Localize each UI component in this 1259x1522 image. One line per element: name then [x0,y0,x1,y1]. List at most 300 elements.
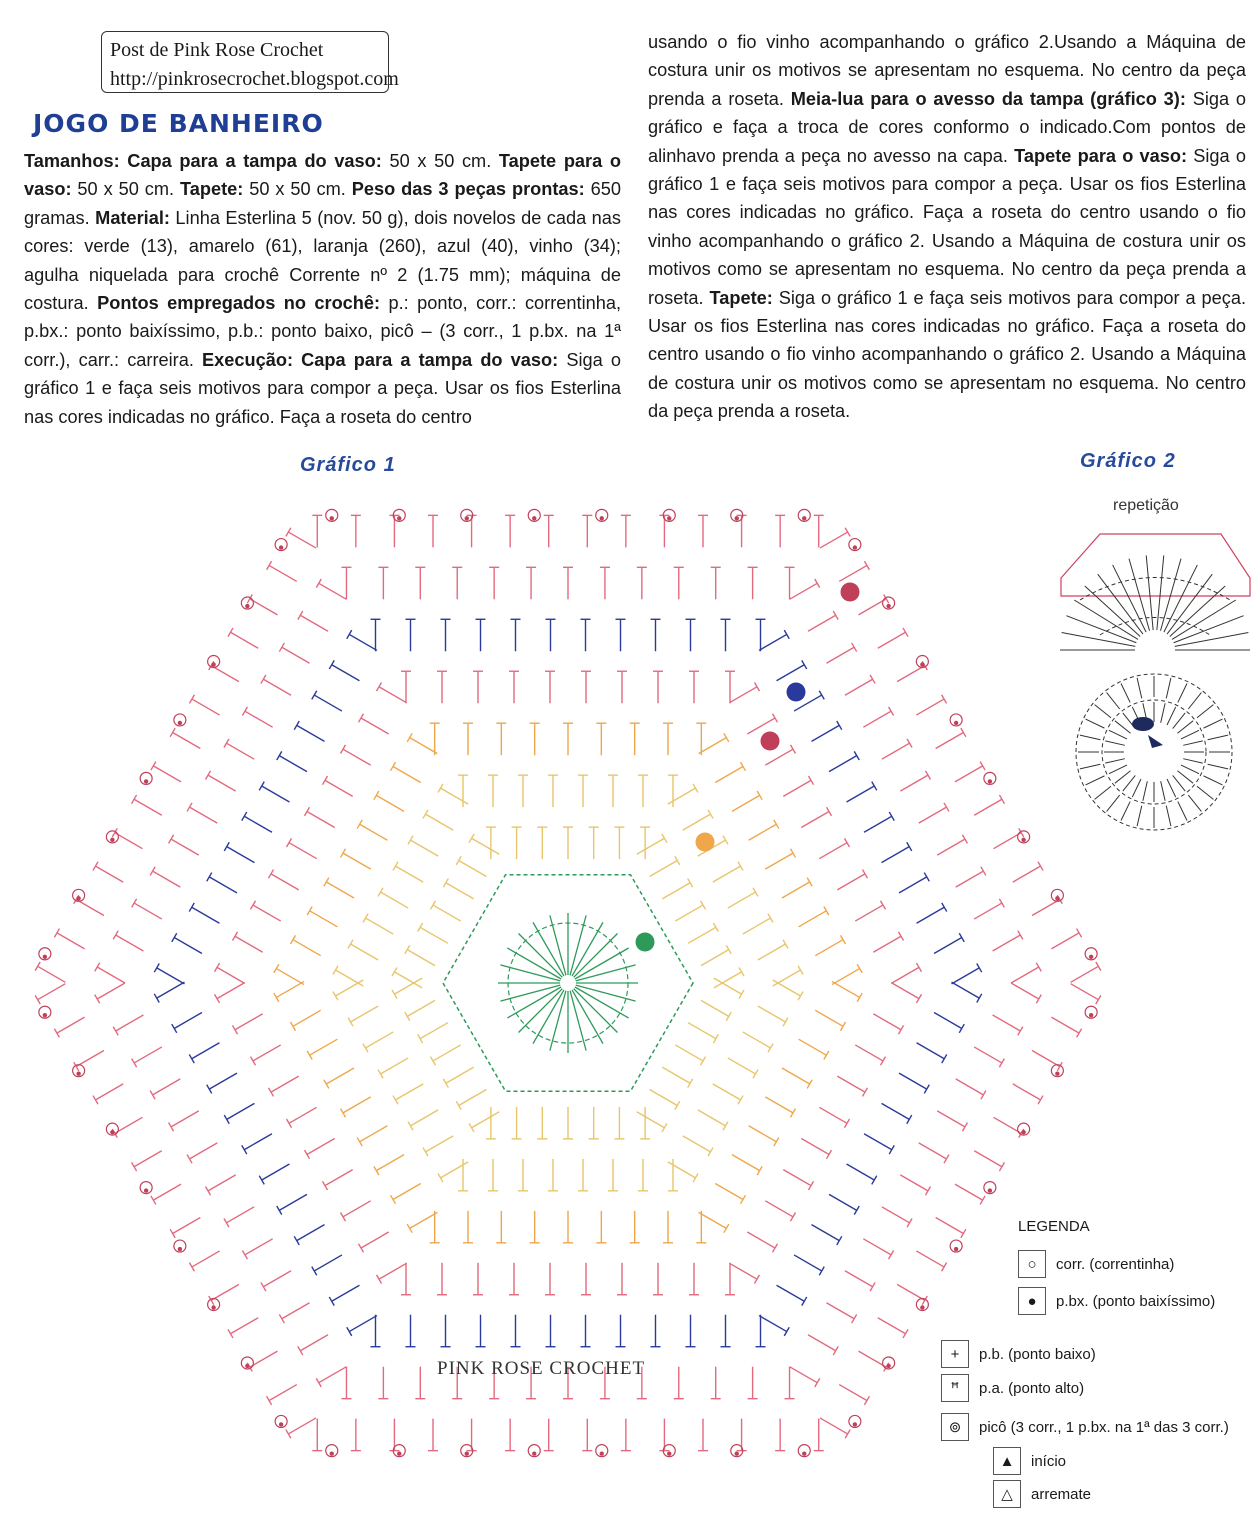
stitch-mark [699,1212,727,1228]
stitch-mark [211,1284,239,1300]
stitch-mark [332,1285,360,1301]
stitch-mark [749,824,777,840]
stitch-mark [231,632,259,648]
stitch-mark [410,1212,438,1228]
stitch-mark [900,1175,928,1191]
stitch-mark [459,861,487,877]
legend-item [1018,1250,1174,1278]
credit-line-1: Post de Pink Rose Crochet [110,39,324,61]
stitch-mark [993,1015,1021,1031]
stitch-mark [713,1084,741,1100]
left-text-run: Siga o gráfico 1 e faça seis motivos para compor a peça. Usar os fios Esterlina nas cores indicadas no gráfico. Faça a roseta do centro [24,349,622,427]
stitch-mark [393,766,421,782]
stitch-mark [190,1143,218,1159]
stitch-mark [173,1218,201,1234]
stitch-mark [134,1047,162,1063]
stitch-mark [729,687,757,703]
stitch-mark [701,950,729,966]
stitch-mark [637,1112,665,1128]
grafico-2-repetition-label: repetição [1113,497,1179,514]
stitch-mark [790,583,818,599]
stitch-mark [310,911,338,927]
stitch-mark [1011,983,1039,999]
stitch-mark [847,1164,875,1180]
stitch-mark [855,905,883,921]
stitch-mark [269,1385,297,1401]
color-change-dot [787,683,806,702]
stitch-mark [227,1103,255,1119]
stitch-mark [209,1073,237,1089]
start-marker-icon [1132,717,1154,731]
stitch-mark [38,966,66,982]
stitch-mark [171,1111,199,1127]
legend-symbol-icon: ⊚ [941,1413,969,1441]
stitch-mark [134,799,162,815]
stitch-mark [262,786,290,802]
stitch-mark [956,871,984,887]
stitch-mark [801,812,829,828]
stitch-mark [782,1068,810,1084]
stitch-mark [683,814,711,830]
stitch-mark [1032,1051,1060,1067]
stitch-mark [472,1112,500,1128]
legend-label: p.a. (ponto alto) [979,1379,1085,1397]
stitch-mark [226,743,254,759]
stitch-mark [637,838,665,854]
grafico-1-hexagon-chart [35,509,1101,1456]
stitch-mark [96,1084,124,1100]
left-text-run: Material: [95,207,170,228]
legend-label: início [1031,1452,1067,1470]
stitch-mark [845,679,873,695]
stitch-mark [319,1367,347,1383]
stitch-mark [459,1089,487,1105]
stitch-mark [366,1032,394,1048]
stitch-mark [916,1251,944,1267]
stitch-mark [839,565,867,581]
stitch-mark [917,907,945,923]
stitch-mark [845,1271,873,1287]
stitch-mark [683,1136,711,1152]
stitch-mark [115,1117,143,1133]
stitch-mark [174,1012,202,1028]
stitch-mark [917,1043,945,1059]
stitch-mark [819,843,847,859]
stitch-mark [732,795,760,811]
legend-label: p.bx. (ponto baixíssimo) [1056,1292,1216,1310]
stitch-mark [297,725,325,741]
stitch-mark [900,775,928,791]
stitch-mark [713,866,741,882]
stitch-mark [38,984,66,1000]
left-text-run: 650 gramas. [24,179,621,228]
stitch-mark [263,1271,291,1287]
legend-item [941,1374,1084,1402]
stitch-mark [765,1201,793,1217]
stitch-mark [1071,984,1099,1000]
stitch-mark [253,1045,281,1061]
stitch-mark [662,1067,690,1083]
stitch-mark [396,1084,424,1100]
stitch-mark [891,983,919,999]
stitch-mark [279,1194,307,1210]
stitch-mark [829,1194,857,1210]
stitch-mark [974,1047,1002,1063]
stitch-mark [379,1263,407,1279]
stitch-mark [808,615,836,631]
stitch-mark [1051,933,1079,949]
stitch-mark [300,615,328,631]
stitch-mark [743,918,771,934]
stitch-mark [801,1138,829,1154]
stitch-mark [758,944,786,960]
stitch-mark [794,1255,822,1271]
grafico-2-title: Gráfico 2 [1080,450,1176,472]
stitch-mark [349,1316,377,1332]
stitch-mark [790,1367,818,1383]
stitch-mark [235,936,263,952]
stitch-mark [433,905,461,921]
stitch-mark [381,1058,409,1074]
stitch-mark [837,874,865,890]
stitch-mark [699,738,727,754]
stitch-mark [217,967,245,983]
stitch-mark [263,679,291,695]
stitch-mark [777,665,805,681]
stitch-mark [269,565,297,581]
stitch-mark [812,725,840,741]
left-text-run: 50 x 50 cm. [381,151,499,171]
stitch-mark [96,866,124,882]
stitch-mark [863,1239,891,1255]
stitch-mark [276,981,304,997]
stitch-mark [253,905,281,921]
stitch-mark [343,1201,371,1217]
stitch-mark [743,1032,771,1048]
stitch-mark [420,1023,448,1039]
left-text-run: Linha Esterlina 5 (nov. 50 g), dois novelos de cada nas cores: verde (13), amarelo (61), laranja (260), azul (40), vinho (34); agulha niquelada para crochê Corrente nº 2 (1.75 mm); máquina de costura. [24,207,621,314]
legend-symbol-icon: ꟸ [941,1374,969,1402]
stitch-mark [134,1151,162,1167]
legend-label: p.b. (ponto baixo) [979,1345,1096,1363]
stitch-mark [759,634,787,650]
stitch-mark [153,766,181,782]
stitch-mark [715,1184,743,1200]
color-change-dot [841,583,860,602]
stitch-mark [668,788,696,804]
stitch-mark [759,1316,787,1332]
legend-label: arremate [1031,1485,1092,1503]
stitch-mark [855,1045,883,1061]
stitch-mark [820,532,848,548]
stitch-mark [878,632,906,648]
stitch-mark [349,634,377,650]
stitch-mark [351,1006,379,1022]
stitch-mark [749,1126,777,1142]
stitch-mark [343,1097,371,1113]
left-text-run: 50 x 50 cm. [243,179,352,200]
stitch-mark [173,732,201,748]
stitch-mark [381,892,409,908]
stitch-mark [244,816,272,832]
stitch-mark [936,1218,964,1234]
stitch-mark [446,883,474,899]
stitch-mark [250,1351,278,1367]
stitch-mark [974,1151,1002,1167]
stitch-mark [993,935,1021,951]
stitch-mark [250,599,278,615]
stitch-mark [777,1285,805,1301]
stitch-mark [300,1335,328,1351]
stitch-mark [765,853,793,869]
stitch-mark [293,940,321,956]
stitch-mark [1013,866,1041,882]
stitch-mark [153,1079,181,1095]
stitch-mark [426,1136,454,1152]
stitch-mark [360,1126,388,1142]
stitch-mark [441,788,469,804]
stitch-mark [808,1335,836,1351]
stitch-mark [832,969,860,985]
stitch-mark [698,1110,726,1126]
stitch-mark [859,599,887,615]
stitch-mark [360,824,388,840]
stitch-mark [208,1175,236,1191]
stitch-mark [815,1010,843,1026]
stitch-mark [728,1058,756,1074]
left-text-run: Pontos empregados no crochê: [97,293,381,314]
left-text-run: Tapete para o vaso: [24,151,621,200]
stitch-mark [325,1170,353,1186]
stitch-mark [235,1014,263,1030]
stitch-mark [326,1068,354,1084]
credit-line-2: http://pinkrosecrochet.blogspot.com [110,68,399,90]
stitch-mark [410,738,438,754]
legend-symbol-icon: + [941,1340,969,1368]
stitch-mark [675,905,703,921]
stitch-mark [343,749,371,765]
stitch-mark [863,711,891,727]
stitch-mark [837,1076,865,1092]
stitch-mark [916,699,944,715]
stitch-mark [859,1351,887,1367]
color-change-dot [761,732,780,751]
stitch-mark [407,1000,435,1016]
stitch-mark [782,882,810,898]
stitch-mark [956,1079,984,1095]
stitch-mark [955,1184,983,1200]
stitch-mark [799,1039,827,1055]
stitch-mark [271,1076,299,1092]
left-text-run: Peso das 3 peças prontas: [351,179,585,200]
right-text-run: Tapete: [709,287,773,308]
stitch-mark [293,1010,321,1026]
left-text-run: Execução: Capa para a tampa do vaso: [202,349,559,370]
stitch-mark [376,795,404,811]
stitch-mark [76,1051,104,1067]
stitch-mark [276,969,304,985]
stitch-mark [319,583,347,599]
stitch-mark [326,882,354,898]
watermark: PINK ROSE CROCHET [437,1358,646,1379]
stitch-mark [747,1232,775,1248]
stitch-mark [864,1134,892,1150]
stitch-mark [336,980,364,996]
legend-item [941,1340,1096,1368]
stitch-mark [289,843,317,859]
stitch-mark [882,1103,910,1119]
stitch-mark [847,786,875,802]
stitch-mark [829,756,857,772]
stitch-mark [57,1017,85,1033]
stitch-mark [76,899,104,915]
stitch-mark [153,871,181,887]
stitch-mark [783,780,811,796]
stitch-mark [1011,967,1039,983]
right-text-run: Tapete para o vaso: [1014,145,1188,166]
stitch-mark [192,699,220,715]
stitch-mark [115,833,143,849]
stitch-mark [211,666,239,682]
stitch-mark [650,861,678,877]
legend-title: LEGENDA [1018,1218,1090,1235]
stitch-mark [307,1138,335,1154]
stitch-mark [245,711,273,727]
stitch-mark [289,1107,317,1123]
stitch-mark [826,647,854,663]
stitch-mark [650,1089,678,1105]
stitch-mark [441,1162,469,1178]
stitch-mark [919,807,947,823]
stitch-mark [217,983,245,999]
stitch-mark [351,944,379,960]
stitch-mark [97,983,125,999]
stitch-mark [271,874,299,890]
stitch-mark [297,1225,325,1241]
stitch-mark [952,982,980,998]
stitch-mark [882,847,910,863]
stitch-mark [819,1107,847,1123]
stitch-mark [97,967,125,983]
stitch-mark [773,970,801,986]
stitch-mark [209,877,237,893]
stitch-mark [937,839,965,855]
stitch-mark [153,1184,181,1200]
stitch-mark [226,1207,254,1223]
stitch-mark [282,1303,310,1319]
color-change-dot [636,933,655,952]
stitch-mark [952,968,980,984]
stitch-mark [192,907,220,923]
stitch-mark [715,766,743,782]
stitch-mark [974,799,1002,815]
stitch-mark [882,743,910,759]
stitch-mark [729,1263,757,1279]
legend-label: picô (3 corr., 1 p.bx. na 1ª das 3 corr.) [979,1418,1229,1436]
stitch-mark [332,665,360,681]
stitch-mark [675,1045,703,1061]
stitch-mark [882,1207,910,1223]
stitch-mark [732,1155,760,1171]
stitch-mark [446,1067,474,1083]
stitch-mark [411,1110,439,1126]
right-text-run: Siga o gráfico 1 e faça seis motivos para compor a peça. Usar os fios Esterlina nas cores indicadas no gráfico. Faça a roseta do centro usando o fio vinho acompanhando o gráfico 2. Usando a Máquina de costura unir os motivos como se apresentam no esquema. No centro da peça prenda a roseta. [648,145,1246,308]
stitch-mark [411,840,439,856]
stitch-mark [873,936,901,952]
legend-symbol-icon: ○ [1018,1250,1046,1278]
stitch-mark [878,1318,906,1334]
stitch-mark [192,1043,220,1059]
legend-symbol-icon: △ [993,1480,1021,1508]
stitch-mark [190,807,218,823]
stitch-mark [174,938,202,954]
stitch-mark [1032,899,1060,915]
stitch-mark [688,1023,716,1039]
stitch-mark [701,1000,729,1016]
stitch-mark [426,814,454,830]
stitch-mark [994,833,1022,849]
stitch-mark [773,980,801,996]
stitch-mark [765,1097,793,1113]
stitch-mark [288,532,316,548]
stitch-mark [668,1162,696,1178]
stitch-mark [873,1014,901,1030]
stitch-mark [288,1418,316,1434]
stitch-mark [231,1318,259,1334]
stitch-mark [393,1184,421,1200]
stitch-mark [282,647,310,663]
stitch-mark [310,1039,338,1055]
left-text-run: Tamanhos: Capa para a tampa do vaso: [24,151,382,171]
stitch-mark [116,1015,144,1031]
stitch-mark [57,933,85,949]
stitch-mark [245,1239,273,1255]
stitch-mark [343,853,371,869]
stitch-mark [919,1143,947,1159]
stitch-mark [379,687,407,703]
stitch-mark [765,749,793,765]
stitch-mark [396,866,424,882]
legend-item [1018,1287,1215,1315]
stitch-mark [799,911,827,927]
right-text-run: Siga o gráfico e faça a troca de cores conformo o indicado.Com pontos de alinhavo prenda a peça no avesso na capa. [648,88,1246,166]
stitch-mark [758,1006,786,1022]
stitch-mark [157,968,185,984]
stitch-mark [244,1134,272,1150]
stitch-mark [899,1073,927,1089]
stitch-mark [974,903,1002,919]
stitch-mark [936,732,964,748]
stitch-mark [262,1164,290,1180]
legend-symbol-icon: ▲ [993,1447,1021,1475]
left-text-run: Tapete: [179,179,244,200]
stitch-mark [433,1045,461,1061]
stitch-mark [307,812,335,828]
stitch-mark [812,1225,840,1241]
stitch-mark [832,981,860,997]
stitch-mark [728,892,756,908]
stitch-mark [420,927,448,943]
stitch-mark [336,970,364,986]
stitch-mark [157,982,185,998]
stitch-mark [407,950,435,966]
right-text-run: Siga o gráfico 1 e faça seis motivos para compor a peça. Usar os fios Esterlina nas cores indicadas no gráfico. Faça a roseta do centro usando o fio vinho acompanhando o gráfico 2. Usando a Máquina de costura unir os motivos como se apresentam no esquema. No centro da peça prenda a roseta. [648,287,1247,422]
grafico-1-title: Gráfico 1 [300,454,396,476]
stitch-mark [820,1418,848,1434]
stitch-mark [376,1155,404,1171]
legend-item [993,1480,1091,1508]
stitch-mark [934,938,962,954]
